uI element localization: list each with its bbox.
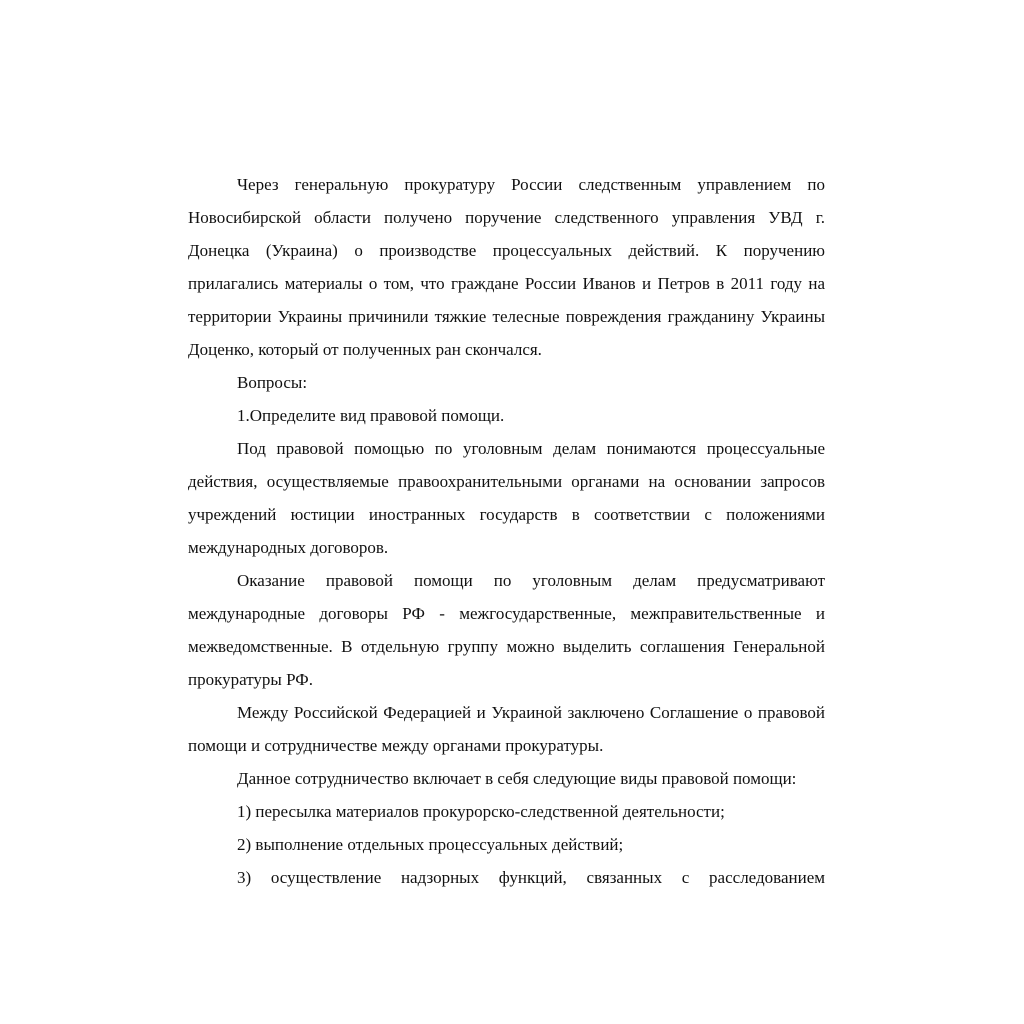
- paragraph-questions-heading: Вопросы:: [237, 373, 308, 392]
- paragraph-case-description: Через генеральную прокуратуру России следственным управлением по Новосибирской области получено поручение следственного управления УВД г. Донецка (Украина) о производстве процессуальных действий. К поручению прилагались материалы о том, что граждане России Иванов и Петров в 2011 году на территории Украины причинили тяжкие телесные повреждения гражданину Украины Доценко, который от полученных ран скончался.: [188, 175, 825, 359]
- paragraph-legal-aid-definition: Под правовой помощью по уголовным делам понимаются процессуальные действия, осуществляемые правоохранительными органами на основании запросов учреждений юстиции иностранных государств в соответствии с положениями международных договоров.: [188, 439, 825, 557]
- paragraph-russia-ukraine-agreement: Между Российской Федерацией и Украиной заключено Соглашение о правовой помощи и сотрудничестве между органами прокуратуры.: [188, 703, 825, 755]
- list-item-2: 2) выполнение отдельных процессуальных действий;: [237, 835, 624, 854]
- list-item-1: 1) пересылка материалов прокурорско-следственной деятельности;: [237, 802, 725, 821]
- paragraph-international-treaties: Оказание правовой помощи по уголовным делам предусматривают международные договоры РФ - межгосударственные, межправительственные и межведомственные. В отдельную группу можно выделить соглашения Генеральной прокуратуры РФ.: [188, 571, 825, 689]
- list-item-3: 3) осуществление надзорных функций, связанных с расследованием: [237, 868, 825, 887]
- paragraph-cooperation-types-intro: Данное сотрудничество включает в себя следующие виды правовой помощи:: [237, 769, 797, 788]
- paragraph-question-1: 1.Определите вид правовой помощи.: [237, 406, 505, 425]
- document-page: [188, 168, 825, 894]
